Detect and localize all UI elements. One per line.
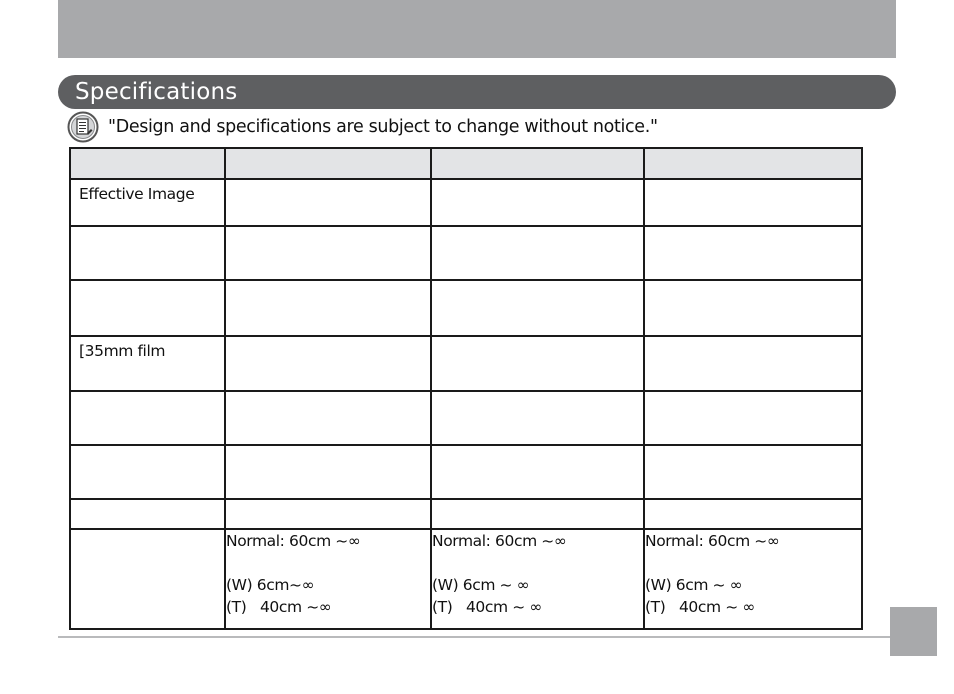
table-cell	[431, 226, 644, 280]
table-cell	[644, 391, 862, 445]
row-label: [35mm film	[79, 342, 166, 360]
table-cell	[225, 179, 431, 226]
tele-focus-value: (T) 40cm ~ ∞	[432, 598, 542, 616]
table-cell	[644, 179, 862, 226]
note-row	[67, 111, 658, 143]
table-row	[70, 445, 862, 499]
table-cell	[644, 226, 862, 280]
section-title: Specifications	[75, 79, 238, 105]
table-cell	[225, 336, 431, 391]
focus-range-cell	[225, 529, 431, 629]
row-label	[71, 281, 224, 285]
row-label-cell	[70, 179, 225, 226]
spec-table	[69, 147, 863, 630]
table-row	[70, 391, 862, 445]
table-cell	[431, 391, 644, 445]
normal-focus-value: Normal: 60cm ~∞	[226, 532, 361, 550]
note-icon	[67, 111, 99, 143]
row-label-cell	[70, 445, 225, 499]
wide-focus-value: (W) 6cm ~ ∞	[645, 576, 743, 594]
table-cell	[225, 445, 431, 499]
table-cell	[644, 445, 862, 499]
table-header-row	[70, 148, 862, 179]
table-header-cell	[70, 148, 225, 179]
table-row	[70, 280, 862, 336]
row-label	[71, 530, 224, 534]
bottom-rule	[58, 636, 890, 638]
focus-range-cell	[644, 529, 862, 629]
wide-focus-value: (W) 6cm~∞	[226, 576, 315, 594]
table-header-cell	[644, 148, 862, 179]
table-cell	[644, 280, 862, 336]
normal-focus-value: Normal: 60cm ~∞	[432, 532, 567, 550]
table-cell	[431, 179, 644, 226]
table-cell	[644, 336, 862, 391]
tele-focus-value: (T) 40cm ~∞	[226, 598, 332, 616]
row-label-cell	[70, 336, 225, 391]
table-cell	[431, 499, 644, 529]
page-tab	[890, 607, 937, 656]
table-cell	[225, 226, 431, 280]
row-label: Effective Image	[79, 185, 195, 203]
tele-focus-value: (T) 40cm ~ ∞	[645, 598, 755, 616]
disclaimer-text: "Design and specifications are subject to change without notice."	[108, 117, 658, 137]
focus-range-cell	[431, 529, 644, 629]
focus-range-row	[70, 529, 862, 629]
row-label	[71, 392, 224, 396]
table-header-cell	[225, 148, 431, 179]
table-cell	[431, 445, 644, 499]
table-cell	[225, 280, 431, 336]
line-gap	[432, 552, 643, 574]
wide-focus-value: (W) 6cm ~ ∞	[432, 576, 530, 594]
table-cell	[225, 391, 431, 445]
section-header	[58, 75, 896, 109]
row-label	[71, 227, 224, 231]
table-row	[70, 336, 862, 391]
table-cell	[431, 280, 644, 336]
top-band	[58, 0, 896, 58]
line-gap	[226, 552, 430, 574]
row-label-cell	[70, 226, 225, 280]
table-cell	[644, 499, 862, 529]
row-label-cell	[70, 391, 225, 445]
row-label	[71, 446, 224, 450]
row-label-cell	[70, 529, 225, 629]
table-cell	[431, 336, 644, 391]
table-row	[70, 226, 862, 280]
row-label	[71, 500, 224, 504]
row-label-cell	[70, 280, 225, 336]
table-row	[70, 179, 862, 226]
table-header-cell	[431, 148, 644, 179]
line-gap	[645, 552, 861, 574]
table-cell	[225, 499, 431, 529]
normal-focus-value: Normal: 60cm ~∞	[645, 532, 780, 550]
row-label-cell	[70, 499, 225, 529]
table-row	[70, 499, 862, 529]
